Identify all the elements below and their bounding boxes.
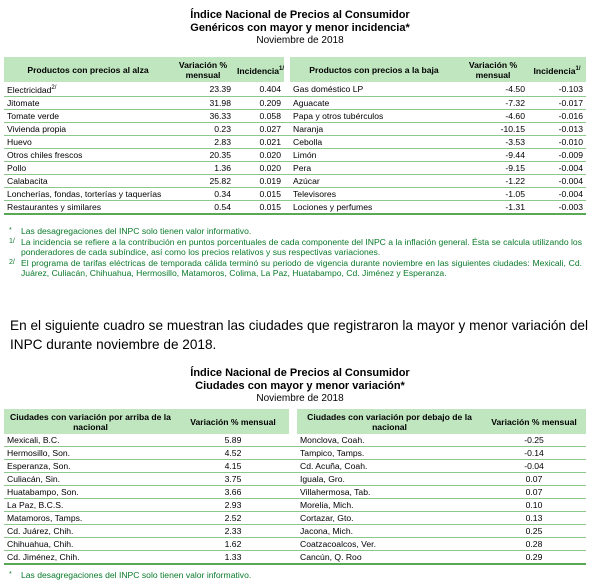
incidence-value: 0.058 [259,110,281,121]
variation-value: 0.54 [214,201,231,212]
product-name: Televisores [293,188,336,199]
city-name: Matamoros, Tamps. [7,513,83,523]
table-row [4,525,586,538]
city-name: Morelia, Mich. [300,500,354,510]
variation-value: 31.98 [209,97,231,108]
table-row [4,135,586,148]
incidence-value: 0.019 [259,175,281,186]
product-name: Papa y otros tubérculos [293,110,384,121]
header-variation-below: Variación % mensual [482,409,586,434]
table-row [4,460,586,473]
table-row [4,96,586,109]
variation-value: -1.22 [505,175,525,186]
incidence-value: -0.009 [558,149,583,160]
table-row [4,551,586,565]
product-name: Loncherías, fondas, torterías y taquerías [7,188,162,199]
footnote [4,237,582,257]
city-name: Cd. Jiménez, Chih. [7,552,80,562]
variation-value: -1.31 [505,201,525,212]
product-name: Electricidad$^{2/}$ [7,84,57,95]
city-name: Hermosillo, Son. [7,448,71,458]
table-row [4,161,586,174]
variation-value: 5.89 [224,435,242,445]
incidence-value: -0.004 [558,175,583,186]
variation-value: -0.14 [524,448,544,458]
variation-value: 0.28 [525,539,543,549]
footnote-mark: 2/ [9,259,15,266]
incidence-value: -0.004 [558,162,583,173]
product-name: Restaurantes y similares [7,201,102,212]
table-row [4,512,586,525]
variation-value: 36.33 [209,110,231,121]
product-name: Otros chiles frescos [7,149,83,160]
city-name: Villahermosa, Tab. [300,487,371,497]
product-name: Calabacita [7,175,48,186]
incidence-value: 0.015 [259,201,281,212]
variation-value: 0.13 [525,513,543,523]
table-row [4,82,586,96]
city-name: Chihuahua, Chih. [7,539,74,549]
footnote-text: El programa de tarifas eléctricas de temporada cálida terminó su periodo de vigencia durante noviembre en las siguientes ciudades: Mexicali, Cd. Juárez, Culiacán, Chihuahua, Hermosillo, Matamoros, Colima, La Paz, Huatabampo, Cd. Jiménez y Esperanza. [21,258,582,278]
variation-value: 2.52 [224,513,242,523]
header-incidence-down: Incidencia$^{1/}$ [528,57,586,82]
variation-value: -4.60 [505,110,525,121]
variation-value: -10.15 [500,123,525,134]
incidence-value: -0.003 [558,201,583,212]
header-cities-below: Ciudades con variación por debajo de la nacional [297,409,482,434]
incidence-value: 0.020 [259,162,281,173]
city-name: La Paz, B.C.S. [7,500,64,510]
cities-table [4,409,586,565]
product-name: Huevo [7,136,32,147]
variation-value: 0.34 [214,188,231,199]
variation-value: -3.53 [505,136,525,147]
footnote-mark: 1/ [9,238,15,245]
variation-value: 0.10 [525,500,543,510]
product-name: Tomate verde [7,110,60,121]
variation-value: 1.62 [224,539,242,549]
city-name: Iguala, Gro. [300,474,345,484]
city-name: Coatzacoalcos, Ver. [300,539,376,549]
table2-footnotes [4,570,582,580]
incidence-value: -0.013 [558,123,583,134]
incidence-table [4,57,586,215]
footnote-mark: * [9,227,12,234]
incidence-value: -0.004 [558,188,583,199]
variation-value: 20.35 [209,149,231,160]
product-name: Vivienda propia [7,123,67,134]
variation-value: 0.25 [525,526,543,536]
incidence-value: 0.021 [259,136,281,147]
footnote [4,258,582,278]
table-row [4,122,586,135]
header-products-up: Productos con precios al alza [4,57,172,82]
city-name: Cd. Juárez, Chih. [7,526,74,536]
variation-value: 25.82 [209,175,231,186]
footnote-text: Las desagregaciones del INPC solo tienen valor informativo. [21,226,252,236]
table-row [4,447,586,460]
product-name: Pera [293,162,312,173]
variation-value: 23.39 [209,83,231,94]
variation-value: 2.83 [214,136,231,147]
city-name: Mexicali, B.C. [7,435,60,445]
incidence-value: 0.015 [259,188,281,199]
table1-title: Índice Nacional de Precios al Consumidor [190,9,410,21]
product-name: Lociones y perfumes [293,201,373,212]
incidence-value: 0.404 [259,83,281,94]
city-name: Esperanza, Son. [7,461,71,471]
incidence-value: -0.016 [558,110,583,121]
variation-value: 0.07 [525,487,543,497]
variation-value: -7.32 [505,97,525,108]
product-name: Jitomate [7,97,40,108]
footnote-mark: * [9,571,12,578]
product-name: Cebolla [293,136,323,147]
variation-value: 1.33 [224,552,242,562]
table-row [4,148,586,161]
table2-title: Índice Nacional de Precios al Consumidor [190,367,410,379]
footnote [4,570,582,580]
table2-period: Noviembre de 2018 [256,393,344,404]
header-variation-up: Variación % mensual [172,57,234,82]
variation-value: -0.25 [524,435,544,445]
variation-value: 1.36 [214,162,231,173]
header-incidence-up: Incidencia$^{1/}$ [234,57,284,82]
variation-value: 3.75 [224,474,242,484]
city-name: Cortazar, Gto. [300,513,354,523]
table-row [4,109,586,122]
incidence-value: 0.209 [259,97,281,108]
city-name: Culiacán, Sin. [7,474,61,484]
city-name: Tampico, Tamps. [300,448,365,458]
city-name: Huatabampo, Son. [7,487,79,497]
header-products-down: Productos con precios a la baja [290,57,458,82]
table-row [4,473,586,486]
variation-value: 2.93 [224,500,242,510]
variation-value: -1.05 [505,188,525,199]
table-row [4,486,586,499]
incidence-value: 0.027 [259,123,281,134]
variation-value: -9.15 [505,162,525,173]
footnote-text: La incidencia se refiere a la contribución en puntos porcentuales de cada componente del INPC a la inflación general. Ésta se calcula utilizando los ponderadores de cada subíndice, así como los precios relativos y sus respectivas variaciones. [21,237,582,257]
variation-value: -4.50 [505,83,525,94]
variation-value: 3.66 [224,487,242,497]
table-row [4,174,586,187]
body-paragraph: En el siguiente cuadro se muestran las ciudades que registraron la mayor y menor variación del INPC durante noviembre de 2018. [10,318,588,352]
variation-value: 0.29 [525,552,543,562]
header-variation-above: Variación % mensual [177,409,289,434]
incidence-value: -0.010 [558,136,583,147]
incidence-value: -0.103 [558,83,583,94]
city-name: Cd. Acuña, Coah. [300,461,368,471]
table-row [4,187,586,200]
product-name: Naranja [293,123,324,134]
footnote-text: Las desagregaciones del INPC solo tienen valor informativo. [21,570,252,580]
table2-subtitle: Ciudades con mayor y menor variación* [195,380,405,392]
variation-value: -0.04 [524,461,544,471]
incidence-value: -0.017 [558,97,583,108]
header-cities-above: Ciudades con variación por arriba de la nacional [4,409,177,434]
city-name: Monclova, Coah. [300,435,365,445]
table1-period: Noviembre de 2018 [256,35,344,46]
incidence-value: 0.020 [259,149,281,160]
table1-footnotes [4,226,582,278]
variation-value: -9.44 [505,149,525,160]
table-row [4,538,586,551]
table1-subtitle: Genéricos con mayor y menor incidencia* [190,22,410,34]
header-variation-down: Variación % mensual [458,57,528,82]
table-row [4,434,586,447]
product-name: Pollo [7,162,27,173]
product-name: Aguacate [293,97,330,108]
city-name: Jacona, Mich. [300,526,354,536]
variation-value: 4.52 [224,448,242,458]
product-name: Azúcar [293,175,320,186]
product-name: Limón [293,149,317,160]
table-row [4,499,586,512]
city-name: Cancún, Q. Roo [300,552,362,562]
variation-value: 4.15 [224,461,242,471]
table-row [4,200,586,214]
variation-value: 2.33 [224,526,242,536]
footnote [4,226,582,236]
product-name: Gas doméstico LP [293,83,364,94]
variation-value: 0.07 [525,474,543,484]
variation-value: 0.23 [214,123,231,134]
